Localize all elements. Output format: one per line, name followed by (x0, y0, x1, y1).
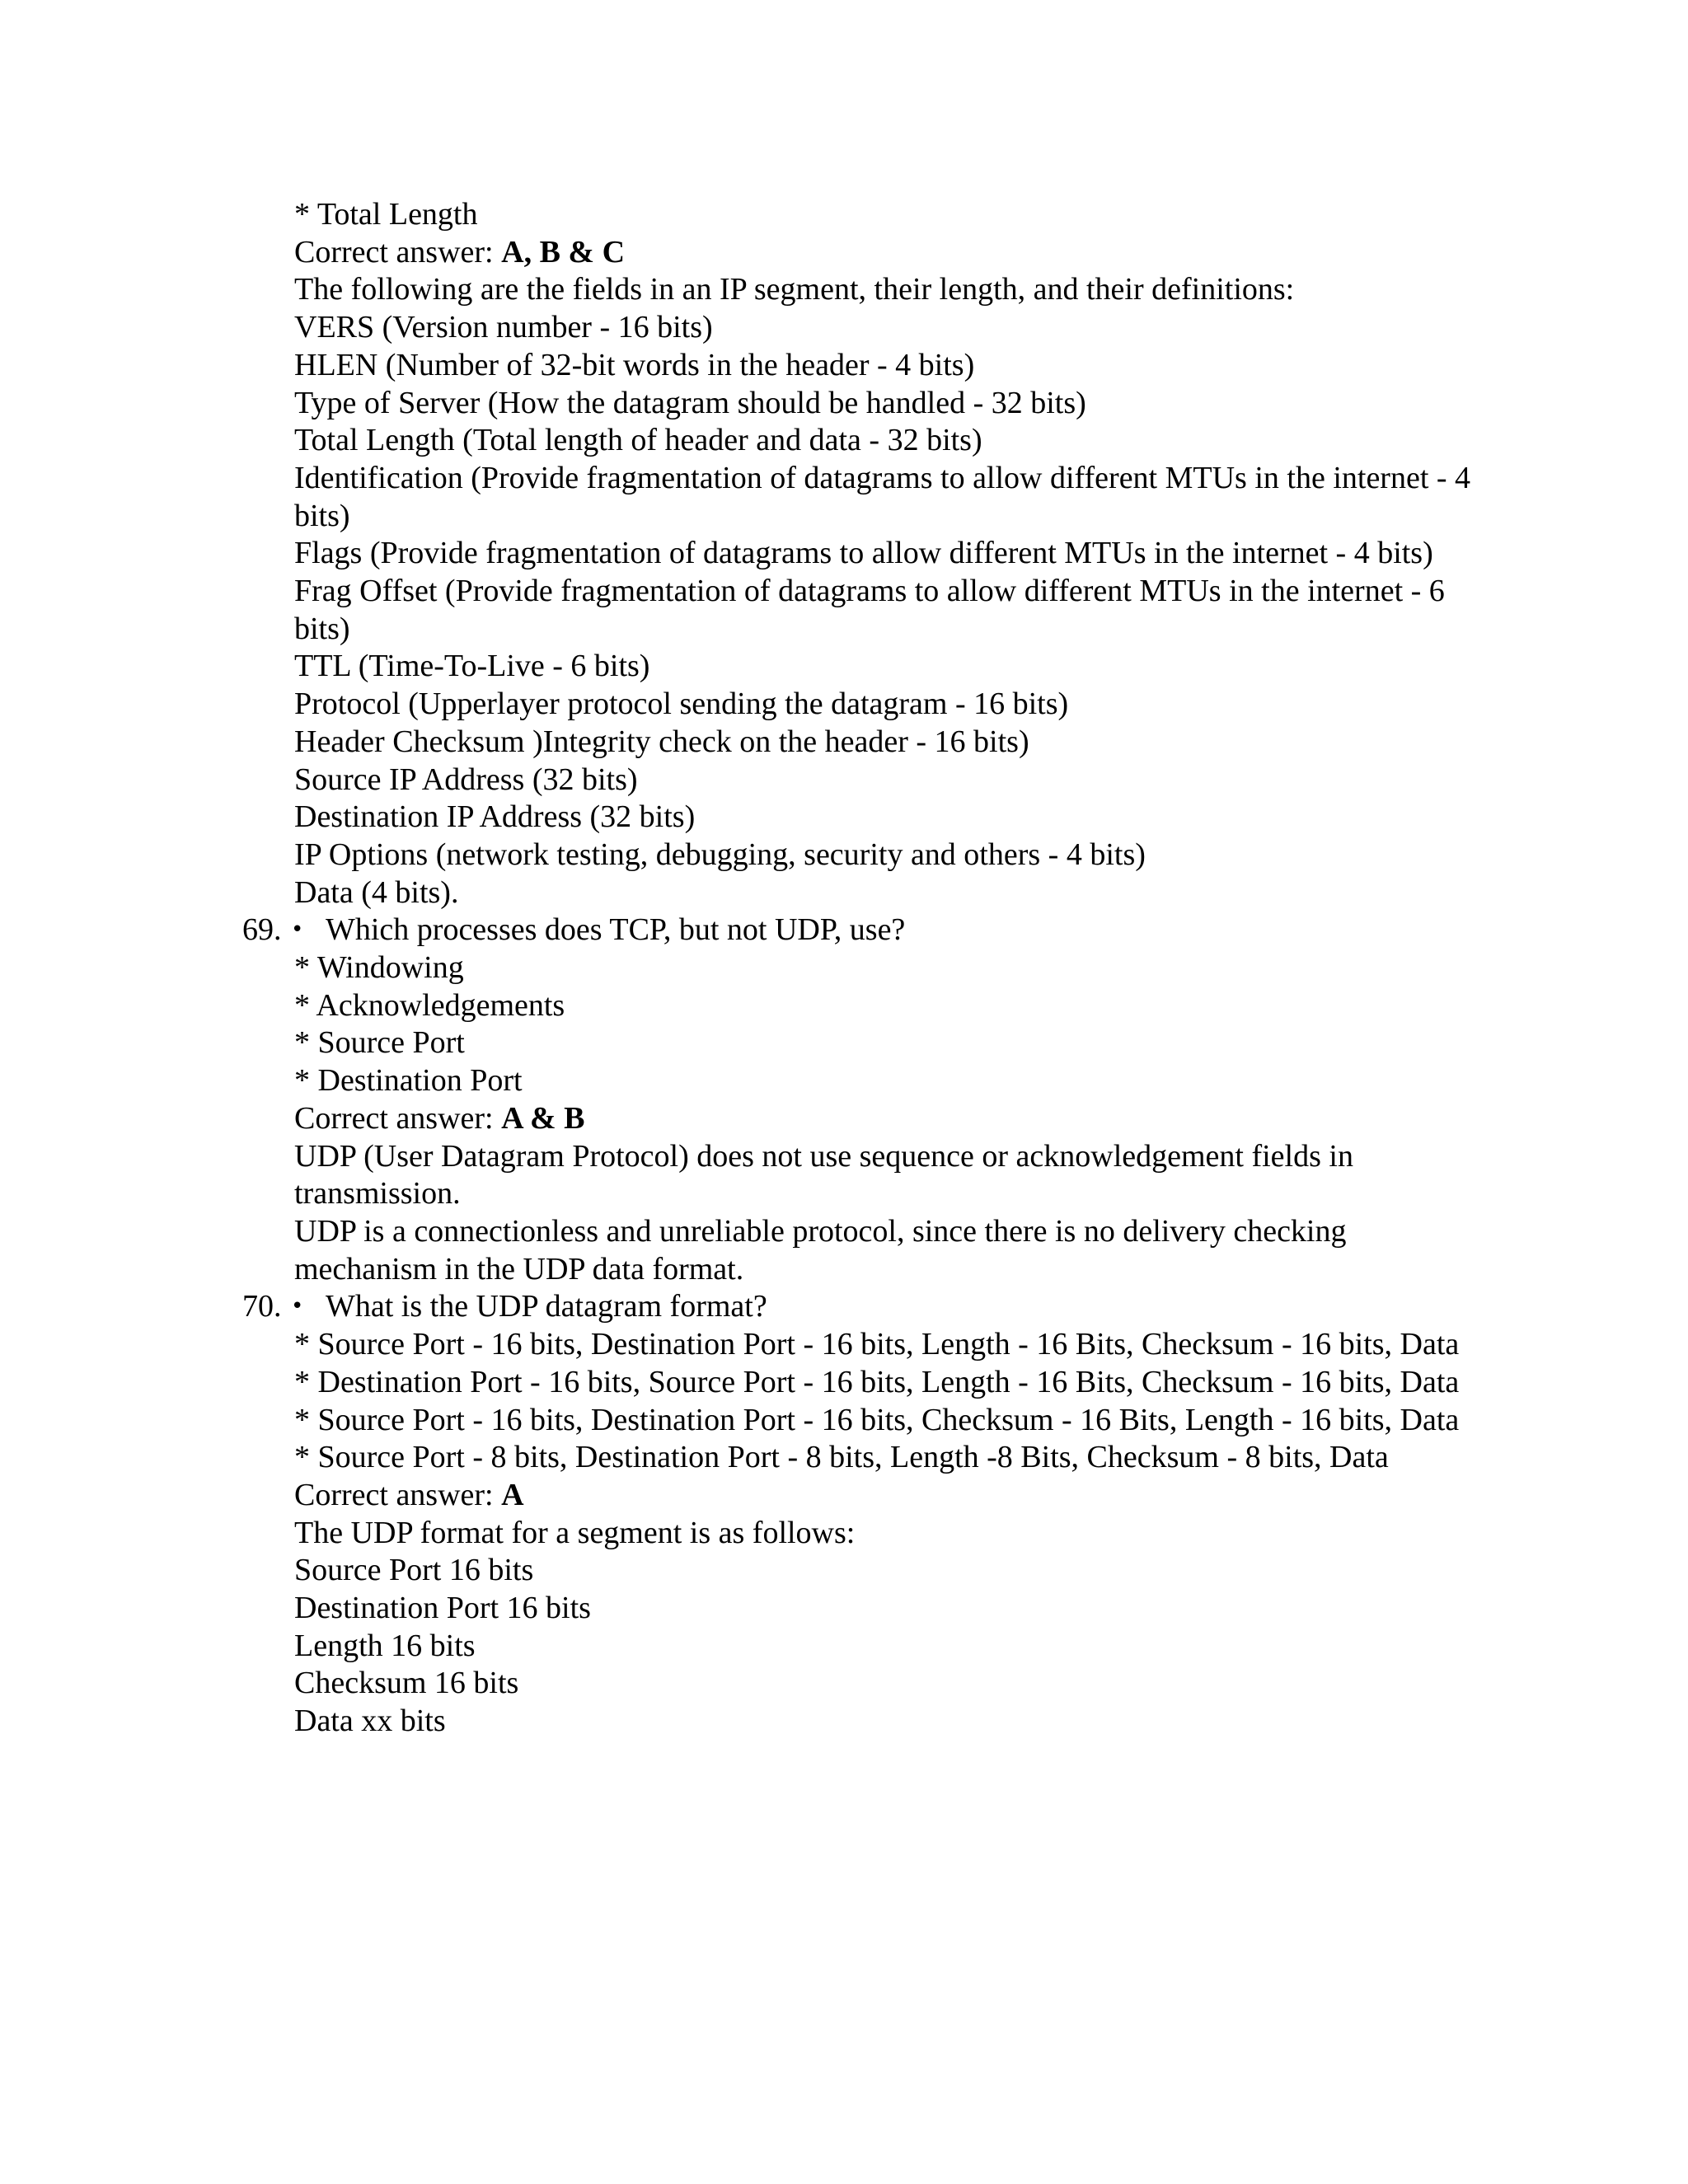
correct-answer (294, 1477, 1481, 1515)
question-70 (242, 1288, 1481, 1740)
page-content (242, 196, 1481, 1741)
explanation-line: Source IP Address (32 bits) (294, 762, 638, 797)
explanation-line: Length 16 bits (294, 1628, 476, 1663)
answer-label: Correct answer: (294, 1477, 502, 1512)
question-text: What is the UDP datagram format? (326, 1289, 767, 1324)
option-item: * Destination Port - 16 bits, Source Port - 16 bits, Length - 16 Bits, Checksum - 16 bits, Data (294, 1364, 1460, 1399)
bullet-icon: • (291, 1294, 304, 1319)
option-item: * Windowing (294, 950, 464, 986)
option-item: * Acknowledgements (294, 987, 565, 1023)
explanation-line: Destination Port 16 bits (294, 1591, 591, 1626)
option-item: * Source Port - 16 bits, Destination Port - 16 bits, Length - 16 Bits, Checksum - 16 bits, Data (294, 1327, 1460, 1362)
explanation-line: Data (4 bits). (294, 874, 459, 910)
explanation-line: TTL (Time-To-Live - 6 bits) (294, 649, 650, 684)
explanation-line: Type of Server (How the datagram should be handled - 32 bits) (294, 385, 1086, 420)
option-item: * Source Port (294, 1025, 465, 1061)
option-item: * Source Port - 8 bits, Destination Port - 8 bits, Length -8 Bits, Checksum - 8 bits, Data (294, 1440, 1389, 1475)
explanation-line: The UDP format for a segment is as follows: (294, 1515, 856, 1550)
question-number: 69. (242, 912, 282, 948)
explanation-line: VERS (Version number - 16 bits) (294, 310, 713, 345)
explanation-line: Checksum 16 bits (294, 1666, 519, 1701)
answer-value: A, B & C (501, 234, 626, 269)
explanation-line: HLEN (Number of 32-bit words in the header - 4 bits) (294, 347, 975, 382)
correct-answer (294, 1100, 1481, 1138)
explanation-line: IP Options (network testing, debugging, security and others - 4 bits) (294, 837, 1146, 872)
option-item: * Source Port - 16 bits, Destination Port - 16 bits, Checksum - 16 Bits, Length - 16 bits, Data (294, 1402, 1460, 1437)
question-text: Which processes does TCP, but not UDP, use? (326, 912, 906, 948)
explanation-line: Flags (Provide fragmentation of datagrams to allow different MTUs in the internet - 4 bits) (294, 536, 1433, 571)
explanation-line: UDP (User Datagram Protocol) does not use sequence or acknowledgement fields in transmission. (294, 1138, 1353, 1212)
answer-value: A & B (501, 1100, 585, 1136)
question-header (242, 912, 1481, 949)
explanation-line: Destination IP Address (32 bits) (294, 799, 696, 835)
option-item: * Total Length (294, 197, 478, 232)
explanation-line: UDP is a connectionless and unreliable protocol, since there is no delivery checking mechanism in the UDP data format. (294, 1213, 1347, 1286)
answer-value: A (501, 1477, 524, 1512)
question-number: 70. (242, 1289, 282, 1324)
explanation-line: The following are the fields in an IP segment, their length, and their definitions: (294, 272, 1295, 307)
prev-question-tail (294, 196, 1481, 912)
answer-label: Correct answer: (294, 1100, 502, 1136)
correct-answer (294, 234, 1481, 272)
explanation-line: Protocol (Upperlayer protocol sending the datagram - 16 bits) (294, 687, 1069, 722)
explanation-line: Total Length (Total length of header and data - 32 bits) (294, 423, 982, 458)
question-69 (242, 912, 1481, 1288)
option-item: * Destination Port (294, 1063, 523, 1099)
question-header (242, 1288, 1481, 1326)
explanation-line: Data xx bits (294, 1704, 446, 1739)
answer-label: Correct answer: (294, 234, 502, 269)
explanation-line: Source Port 16 bits (294, 1553, 534, 1588)
bullet-icon: • (291, 917, 304, 943)
explanation-line: Frag Offset (Provide fragmentation of datagrams to allow different MTUs in the internet - 6 bits) (294, 574, 1445, 646)
explanation-line: Identification (Provide fragmentation of datagrams to allow different MTUs in the internet - 4 bits) (294, 460, 1471, 533)
explanation-line: Header Checksum )Integrity check on the header - 16 bits) (294, 724, 1029, 759)
